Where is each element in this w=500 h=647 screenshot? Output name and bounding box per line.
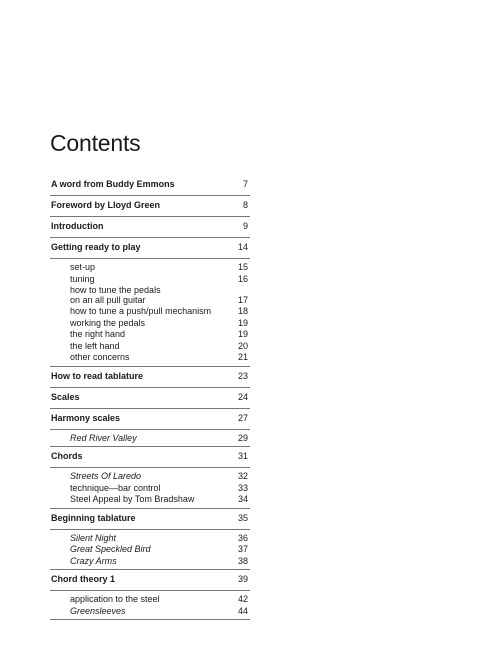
- toc-section-entry: [50, 369, 250, 385]
- toc-page-number: 15: [237, 262, 248, 272]
- toc-subsection-title: set-up: [70, 262, 96, 272]
- toc-section-entry: [50, 411, 250, 427]
- toc-subsection-title: the left hand: [70, 340, 120, 351]
- toc-divider: [50, 237, 250, 238]
- toc-subsection-title: Greensleeves: [70, 605, 126, 616]
- toc-section-title: Chord theory 1: [51, 574, 116, 584]
- toc-page-number: 23: [237, 370, 248, 381]
- toc-page-number: 8: [242, 200, 248, 210]
- toc-page-number: 24: [237, 391, 248, 402]
- toc-section-title: Introduction: [51, 221, 104, 231]
- toc-section-title: Harmony scales: [51, 412, 121, 423]
- toc-subsection-entry: [50, 352, 250, 364]
- toc-section-title: A word from Buddy Emmons: [51, 179, 175, 189]
- toc-section-entry: [50, 449, 250, 465]
- toc-divider: [50, 590, 250, 591]
- toc-page-number: 33: [237, 482, 248, 493]
- toc-subsection-list: [50, 533, 250, 568]
- toc-subsection-title: how to tune a push/pull mechanism: [70, 306, 212, 316]
- toc-page-number: 27: [237, 412, 248, 423]
- toc-divider: [50, 467, 250, 468]
- toc-page-number: 36: [237, 532, 248, 543]
- toc-page-number: 16: [237, 273, 248, 284]
- toc-section-entry: [50, 572, 250, 588]
- toc-divider: [50, 508, 250, 509]
- toc-subsection-title: Red River Valley: [70, 432, 137, 443]
- toc-subsection-title: tuning: [70, 273, 95, 284]
- toc-divider: [50, 216, 250, 217]
- toc-subsection-title: Great Speckled Bird: [70, 544, 151, 554]
- toc-page-number: 32: [237, 471, 248, 481]
- toc-subsection-entry: [50, 329, 250, 341]
- toc-section-title: How to read tablature: [51, 370, 144, 381]
- toc-subsection-title: technique—bar control: [70, 482, 161, 493]
- toc-section-title: Chords: [51, 451, 83, 461]
- toc-page-number: 17: [237, 295, 248, 305]
- toc-page-number: 19: [237, 329, 248, 339]
- toc-subsection-entry: [50, 262, 250, 274]
- toc-subsection-entry: [50, 341, 250, 353]
- toc-section-title: Foreword by Lloyd Green: [51, 200, 161, 210]
- toc-section-entry: [50, 511, 250, 527]
- toc-page-number: 18: [237, 306, 248, 316]
- toc-section-entry: [50, 177, 250, 193]
- toc-subsection-title: application to the steel: [70, 594, 160, 604]
- toc-section-entry: [50, 219, 250, 235]
- toc-divider: [50, 195, 250, 196]
- toc-subsection-entry: [50, 433, 250, 445]
- toc-section-title: Scales: [51, 391, 80, 402]
- toc-page-number: 14: [237, 242, 248, 252]
- toc-subsection-entry: [50, 471, 250, 483]
- toc-divider: [50, 569, 250, 570]
- toc-page-number: 39: [237, 574, 248, 584]
- toc-page-number: 35: [237, 512, 248, 523]
- toc-divider: [50, 258, 250, 259]
- toc-divider: [50, 446, 250, 447]
- toc-subsection-title: working the pedals: [70, 317, 146, 328]
- toc-divider: [50, 366, 250, 367]
- toc-divider: [50, 387, 250, 388]
- toc-page-number: 37: [237, 544, 248, 554]
- toc-subsection-entry: [50, 274, 250, 286]
- toc-subsection-list: [50, 433, 250, 445]
- toc-subsection-title: how to tune the pedals on an all pull guitar: [70, 285, 161, 305]
- toc-page-number: 38: [237, 555, 248, 566]
- toc-divider: [50, 429, 250, 430]
- toc-subsection-title: Steel Appeal by Tom Bradshaw: [70, 494, 195, 504]
- toc-subsection-list: [50, 471, 250, 506]
- toc-page-number: 20: [237, 340, 248, 351]
- toc-section-title: Beginning tablature: [51, 512, 136, 523]
- toc-subsection-entry: [50, 594, 250, 606]
- toc-subsection-list: [50, 594, 250, 617]
- toc-subsection-entry: [50, 533, 250, 545]
- toc-page-number: 31: [237, 451, 248, 461]
- toc-subsection-entry: [50, 285, 250, 306]
- toc-section-entry: [50, 240, 250, 256]
- toc-page-number: 9: [242, 221, 248, 231]
- toc-page-number: 44: [237, 605, 248, 616]
- toc-section-entry: [50, 198, 250, 214]
- toc-subsection-entry: [50, 556, 250, 568]
- page-title: Contents: [50, 130, 141, 156]
- toc-subsection-title: the right hand: [70, 329, 126, 339]
- toc-divider: [50, 529, 250, 530]
- toc-subsection-entry: [50, 544, 250, 556]
- toc-subsection-entry: [50, 494, 250, 506]
- toc-page-number: 34: [237, 494, 248, 504]
- toc-subsection-entry: [50, 318, 250, 330]
- toc-section-entry: [50, 390, 250, 406]
- toc-subsection-title: Crazy Arms: [70, 555, 117, 566]
- toc-subsection-entry: [50, 306, 250, 318]
- toc-subsection-entry: [50, 606, 250, 618]
- toc-page-number: 42: [237, 594, 248, 604]
- toc-subsection-list: [50, 262, 250, 364]
- toc-page-number: 21: [237, 352, 248, 362]
- toc-divider: [50, 619, 250, 620]
- toc-subsection-entry: [50, 483, 250, 495]
- toc-subsection-title: Silent Night: [70, 532, 117, 543]
- toc-subsection-title: other concerns: [70, 352, 130, 362]
- table-of-contents: [50, 177, 250, 622]
- toc-page-number: 19: [237, 317, 248, 328]
- toc-page-number: 7: [242, 179, 248, 189]
- toc-subsection-title: Streets Of Laredo: [70, 471, 142, 481]
- toc-divider: [50, 408, 250, 409]
- toc-page-number: 29: [237, 432, 248, 443]
- toc-section-title: Getting ready to play: [51, 242, 141, 252]
